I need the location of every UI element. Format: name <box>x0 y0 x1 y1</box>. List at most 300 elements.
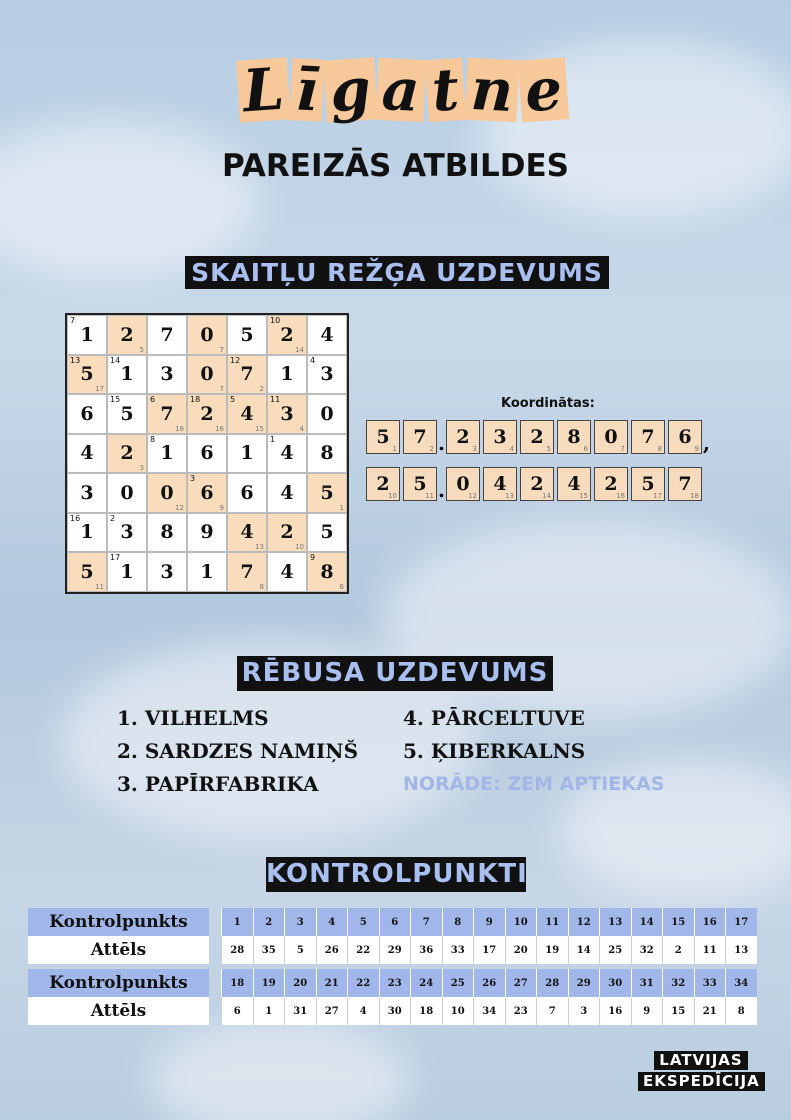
grid-cell <box>187 394 227 434</box>
checkpoint-number: 21 <box>316 969 348 997</box>
grid-cell-index: 15 <box>255 424 264 433</box>
grid-cell-index: 4 <box>299 424 304 433</box>
coordinate-digit-index: 8 <box>657 445 662 453</box>
title-letter: a <box>376 58 427 122</box>
image-number: 33 <box>442 936 474 964</box>
grid-cell <box>307 473 347 513</box>
grid-cell-value: 0 <box>160 481 174 504</box>
grid-cell <box>307 513 347 553</box>
coordinate-separator: . <box>438 431 445 455</box>
grid-cell <box>147 513 187 553</box>
coordinate-digit-index: 2 <box>429 445 434 453</box>
image-number: 10 <box>442 997 474 1025</box>
coordinate-digit: 3 <box>493 426 507 448</box>
coordinate-digit-tile <box>403 420 437 454</box>
rebus-answer: 1. VILHELMS <box>117 706 269 730</box>
spacer <box>209 908 221 936</box>
coordinate-digit-tile <box>366 467 400 501</box>
grid-cell-value: 0 <box>200 363 214 386</box>
grid-cell <box>227 513 267 553</box>
grid-cell <box>187 315 227 355</box>
checkpoint-number: 12 <box>568 908 600 936</box>
coordinate-digit-index: 6 <box>583 445 588 453</box>
grid-cell-value: 2 <box>280 521 294 544</box>
coordinate-digit-tile <box>520 420 554 454</box>
grid-cell <box>267 513 307 553</box>
grid-cell-clue-number: 15 <box>110 395 121 404</box>
grid-cell <box>147 394 187 434</box>
title-letter: ī <box>289 58 324 122</box>
grid-cell <box>67 315 107 355</box>
grid-cell <box>307 355 347 395</box>
coordinate-digit-index: 12 <box>468 492 477 500</box>
grid-cell-value: 5 <box>80 560 94 583</box>
rebus-answers-right <box>403 702 664 801</box>
image-number: 28 <box>221 936 253 964</box>
grid-cell-value: 4 <box>320 323 334 346</box>
coordinates-latitude <box>366 419 711 455</box>
row-label: Attēls <box>28 936 209 964</box>
grid-cell <box>187 355 227 395</box>
checkpoint-number: 14 <box>631 908 663 936</box>
image-number: 13 <box>725 936 757 964</box>
checkpoints-section-heading: KONTROLPUNKTI <box>266 857 526 892</box>
grid-cell-value: 4 <box>280 442 294 465</box>
rebus-section-heading: RĒBUSA UZDEVUMS <box>237 656 553 691</box>
grid-cell <box>267 434 307 474</box>
grid-cell-value: 0 <box>120 481 134 504</box>
grid-cell <box>67 513 107 553</box>
coordinate-digit-index: 17 <box>653 492 662 500</box>
coordinate-digit-tile <box>557 420 591 454</box>
coordinate-digit-index: 10 <box>388 492 397 500</box>
grid-cell <box>187 552 227 592</box>
title-letter: n <box>464 58 519 123</box>
grid-cell-clue-number: 1 <box>270 434 276 444</box>
coordinate-digit-index: 14 <box>542 492 551 500</box>
grid-cell-value: 3 <box>160 560 174 583</box>
image-number: 2 <box>662 936 694 964</box>
coordinate-digit: 2 <box>456 426 470 448</box>
grid-cell-value: 4 <box>80 442 94 465</box>
grid-cell <box>67 394 107 434</box>
grid-cell <box>267 394 307 434</box>
coordinate-digit-tile <box>557 467 591 501</box>
checkpoint-number: 18 <box>221 969 253 997</box>
grid-cell <box>307 394 347 434</box>
grid-cell-value: 6 <box>80 402 94 425</box>
grid-cell <box>187 513 227 553</box>
image-number: 11 <box>694 936 726 964</box>
grid-cell-value: 1 <box>120 560 134 583</box>
title-letter: e <box>518 57 569 122</box>
checkpoint-number: 19 <box>253 969 285 997</box>
image-number: 15 <box>662 997 694 1025</box>
coordinate-digit-index: 5 <box>546 445 551 453</box>
coordinate-digit: 7 <box>413 426 427 448</box>
checkpoint-number: 25 <box>442 969 474 997</box>
row-label: Kontrolpunkts <box>28 969 209 997</box>
grid-cell-value: 6 <box>240 481 254 504</box>
image-number: 32 <box>631 936 663 964</box>
checkpoint-number: 6 <box>379 908 411 936</box>
image-number: 9 <box>631 997 663 1025</box>
grid-cell-index: 7 <box>219 345 224 354</box>
spacer <box>209 997 221 1025</box>
grid-cell <box>67 355 107 395</box>
coordinate-digit: 0 <box>456 473 470 495</box>
grid-cell-value: 7 <box>240 363 254 386</box>
grid-cell <box>227 315 267 355</box>
coordinate-digit: 8 <box>567 426 581 448</box>
checkpoint-number: 33 <box>694 969 726 997</box>
grid-cell <box>147 315 187 355</box>
coordinate-digit: 2 <box>376 473 390 495</box>
image-number: 36 <box>410 936 442 964</box>
checkpoint-number: 23 <box>379 969 411 997</box>
grid-cell-clue-number: 11 <box>270 395 281 404</box>
row-label: Attēls <box>28 997 209 1025</box>
grid-cell-value: 5 <box>80 363 94 386</box>
image-number: 8 <box>725 997 757 1025</box>
coordinate-digit: 5 <box>413 473 427 495</box>
grid-cell <box>67 473 107 513</box>
image-number: 5 <box>284 936 316 964</box>
grid-cell-clue-number: 6 <box>150 395 156 404</box>
coordinate-digit: 7 <box>678 473 692 495</box>
coordinate-digit-tile <box>668 467 702 501</box>
grid-cell-value: 4 <box>240 402 254 425</box>
grid-cell-clue-number: 16 <box>70 513 81 523</box>
coordinate-digit: 5 <box>376 426 390 448</box>
rebus-answers-left <box>117 702 358 801</box>
grid-cell-value: 2 <box>120 323 134 346</box>
checkpoint-number: 9 <box>473 908 505 936</box>
grid-cell <box>107 434 147 474</box>
grid-cell-value: 5 <box>320 521 334 544</box>
coordinate-digit-tile <box>403 467 437 501</box>
grid-cell-value: 2 <box>200 402 214 425</box>
checkpoints-table-1 <box>28 908 757 964</box>
grid-cell-value: 4 <box>280 560 294 583</box>
image-number: 31 <box>284 997 316 1025</box>
checkpoint-number: 11 <box>536 908 568 936</box>
image-number: 3 <box>568 997 600 1025</box>
grid-cell <box>147 355 187 395</box>
grid-cell-clue-number: 8 <box>150 434 156 444</box>
grid-cell-index: 6 <box>339 582 344 591</box>
coordinate-digit: 6 <box>678 426 692 448</box>
grid-cell-index: 14 <box>295 345 304 354</box>
checkpoint-number: 16 <box>694 908 726 936</box>
coordinate-digit-tile <box>446 467 480 501</box>
grid-cell-value: 1 <box>280 363 294 386</box>
grid-cell-clue-number: 14 <box>110 355 121 365</box>
grid-cell-value: 4 <box>280 481 294 504</box>
checkpoint-number: 13 <box>599 908 631 936</box>
grid-cell-value: 8 <box>320 560 334 583</box>
coordinate-digit-index: 9 <box>694 445 699 453</box>
grid-cell-value: 3 <box>320 363 334 386</box>
grid-cell <box>227 552 267 592</box>
row-label: Kontrolpunkts <box>28 908 209 936</box>
grid-cell-value: 9 <box>200 521 214 544</box>
coordinate-digit-tile <box>520 467 554 501</box>
latvijas-ekspedicija-logo <box>638 1050 764 1092</box>
image-number-row <box>28 936 757 964</box>
grid-cell-value: 7 <box>160 402 174 425</box>
checkpoint-number: 27 <box>505 969 537 997</box>
image-number: 19 <box>536 936 568 964</box>
coordinates-longitude <box>366 466 705 502</box>
grid-cell-value: 1 <box>120 363 134 386</box>
coordinate-digit-tile <box>594 420 628 454</box>
grid-cell-value: 8 <box>320 442 334 465</box>
grid-cell-index: 16 <box>215 424 224 433</box>
grid-cell-value: 3 <box>280 402 294 425</box>
checkpoint-number: 5 <box>347 908 379 936</box>
page-title-logo <box>205 40 600 140</box>
grid-cell-clue-number: 2 <box>110 513 116 523</box>
checkpoint-number: 2 <box>253 908 285 936</box>
coordinate-digit: 7 <box>641 426 655 448</box>
checkpoint-number: 7 <box>410 908 442 936</box>
spacer <box>209 936 221 964</box>
grid-cell-value: 1 <box>80 521 94 544</box>
grid-cell <box>227 394 267 434</box>
number-grid <box>65 313 349 594</box>
rebus-answer: 4. PĀRCELTUVE <box>403 706 585 730</box>
grid-cell-value: 7 <box>160 323 174 346</box>
grid-cell <box>147 473 187 513</box>
coordinate-digit-tile <box>668 420 702 454</box>
coordinate-digit-tile <box>594 467 628 501</box>
grid-cell-value: 1 <box>160 442 174 465</box>
image-number: 14 <box>568 936 600 964</box>
grid-cell-clue-number: 5 <box>230 395 236 404</box>
image-number: 25 <box>599 936 631 964</box>
checkpoint-number: 28 <box>536 969 568 997</box>
grid-cell-index: 9 <box>219 503 224 512</box>
grid-cell-index: 8 <box>259 582 264 591</box>
checkpoint-number: 20 <box>284 969 316 997</box>
grid-cell-value: 1 <box>80 323 94 346</box>
grid-cell-clue-number: 9 <box>310 553 316 562</box>
coordinates-label: Koordinātas: <box>501 396 595 411</box>
title-letter: L <box>236 57 291 122</box>
image-number: 27 <box>316 997 348 1025</box>
grid-cell-value: 5 <box>240 323 254 346</box>
image-number: 21 <box>694 997 726 1025</box>
checkpoint-number: 32 <box>662 969 694 997</box>
grid-cell-clue-number: 18 <box>190 395 201 404</box>
grid-cell <box>107 315 147 355</box>
brand-line-2: EKSPEDĪCIJA <box>638 1072 765 1091</box>
grid-cell-value: 6 <box>200 481 214 504</box>
coordinate-digit-tile <box>631 467 665 501</box>
title-letter: g <box>323 57 378 122</box>
coordinate-separator: , <box>702 431 710 455</box>
image-number: 35 <box>253 936 285 964</box>
coordinate-separator: . <box>438 478 445 502</box>
grid-cell-clue-number: 3 <box>190 474 196 483</box>
image-number: 20 <box>505 936 537 964</box>
coordinate-digit: 2 <box>530 473 544 495</box>
grid-cell-value: 0 <box>320 402 334 425</box>
checkpoint-number: 31 <box>631 969 663 997</box>
coordinate-digit-tile <box>631 420 665 454</box>
checkpoints-table-2 <box>28 969 757 1025</box>
grid-cell-value: 6 <box>200 442 214 465</box>
checkpoint-number: 4 <box>316 908 348 936</box>
coordinate-digit-index: 18 <box>690 492 699 500</box>
cloud-decoration <box>150 1020 410 1120</box>
coordinate-digit: 4 <box>493 473 507 495</box>
image-number: 34 <box>473 997 505 1025</box>
grid-cell-index: 5 <box>139 345 144 354</box>
rebus-answer: 5. ĶIBERKALNS <box>403 739 586 763</box>
checkpoint-number: 1 <box>221 908 253 936</box>
coordinate-digit-index: 16 <box>616 492 625 500</box>
grid-cell-clue-number: 4 <box>310 355 316 365</box>
coordinate-digit: 2 <box>604 473 618 495</box>
coordinate-digit: 5 <box>641 473 655 495</box>
grid-cell-value: 2 <box>120 442 134 465</box>
grid-cell-index: 3 <box>139 464 144 472</box>
grid-cell <box>187 473 227 513</box>
grid-cell-value: 4 <box>240 521 254 544</box>
grid-cell <box>107 394 147 434</box>
coordinate-digit-index: 3 <box>472 445 477 453</box>
grid-cell-clue-number: 17 <box>110 553 121 562</box>
checkpoint-number: 8 <box>442 908 474 936</box>
rebus-answer: 2. SARDZES NAMIŅŠ <box>117 739 359 763</box>
grid-cell <box>227 355 267 395</box>
grid-cell-value: 3 <box>160 363 174 386</box>
grid-cell-index: 1 <box>339 503 344 512</box>
image-number: 30 <box>379 997 411 1025</box>
grid-cell-value: 8 <box>160 521 174 544</box>
grid-cell-clue-number: 7 <box>70 316 76 325</box>
grid-section-heading: SKAITĻU REŽĢA UZDEVUMS <box>185 256 609 289</box>
checkpoint-number: 26 <box>473 969 505 997</box>
image-number: 29 <box>379 936 411 964</box>
grid-cell <box>187 434 227 474</box>
coordinate-digit-tile <box>366 420 400 454</box>
grid-cell-value: 0 <box>200 323 214 346</box>
coordinate-digit-tile <box>483 420 517 454</box>
checkpoint-number: 10 <box>505 908 537 936</box>
grid-cell-value: 5 <box>320 481 334 504</box>
grid-cell <box>107 552 147 592</box>
coordinate-digit-tile <box>483 467 517 501</box>
checkpoint-number: 29 <box>568 969 600 997</box>
grid-cell-value: 3 <box>120 521 134 544</box>
checkpoint-number: 30 <box>599 969 631 997</box>
image-number: 22 <box>347 936 379 964</box>
image-number: 16 <box>599 997 631 1025</box>
checkpoint-number-row <box>28 908 757 936</box>
grid-cell <box>147 434 187 474</box>
grid-cell-index: 13 <box>255 543 264 551</box>
grid-cell <box>227 473 267 513</box>
rebus-answer: 3. PAPĪRFABRIKA <box>117 772 319 796</box>
coordinate-digit-index: 11 <box>425 492 434 500</box>
grid-cell-index: 7 <box>219 385 224 393</box>
coordinate-digit: 0 <box>604 426 618 448</box>
brand-line-1: LATVIJAS <box>654 1051 747 1070</box>
image-number: 26 <box>316 936 348 964</box>
grid-cell-index: 2 <box>259 385 264 393</box>
image-number: 1 <box>253 997 285 1025</box>
grid-cell-value: 5 <box>120 402 134 425</box>
grid-cell-value: 3 <box>80 481 94 504</box>
page-subtitle: PAREIZĀS ATBILDES <box>222 148 569 184</box>
image-number: 6 <box>221 997 253 1025</box>
grid-cell <box>307 315 347 355</box>
grid-cell <box>267 355 307 395</box>
grid-cell <box>107 513 147 553</box>
grid-cell <box>307 552 347 592</box>
grid-cell <box>107 473 147 513</box>
image-number: 4 <box>347 997 379 1025</box>
grid-cell <box>67 434 107 474</box>
grid-cell-clue-number: 13 <box>70 355 81 365</box>
coordinate-digit-tile <box>446 420 480 454</box>
image-number: 18 <box>410 997 442 1025</box>
grid-cell-index: 11 <box>95 582 104 591</box>
image-number: 23 <box>505 997 537 1025</box>
grid-cell-clue-number: 10 <box>270 316 281 325</box>
spacer <box>209 969 221 997</box>
checkpoint-number: 24 <box>410 969 442 997</box>
grid-cell-index: 10 <box>295 543 304 551</box>
checkpoint-number: 3 <box>284 908 316 936</box>
grid-cell <box>267 552 307 592</box>
coordinate-digit-index: 7 <box>620 445 625 453</box>
coordinate-digit-index: 1 <box>392 445 397 453</box>
image-number-row <box>28 997 757 1025</box>
coordinate-digit-index: 13 <box>505 492 514 500</box>
checkpoint-number: 17 <box>725 908 757 936</box>
grid-cell-index: 18 <box>175 424 184 433</box>
grid-cell <box>107 355 147 395</box>
grid-cell-index: 12 <box>175 503 184 512</box>
rebus-hint: NORĀDE: ZEM APTIEKAS <box>403 773 665 795</box>
title-letter: t <box>425 58 466 122</box>
grid-cell-value: 7 <box>240 560 254 583</box>
coordinate-digit-index: 4 <box>509 445 514 453</box>
coordinate-digit: 2 <box>530 426 544 448</box>
coordinate-digit-index: 15 <box>579 492 588 500</box>
grid-cell <box>267 315 307 355</box>
grid-cell-value: 1 <box>240 442 254 465</box>
grid-cell <box>227 434 267 474</box>
grid-cell <box>307 434 347 474</box>
grid-cell-clue-number: 12 <box>230 355 241 365</box>
grid-cell <box>147 552 187 592</box>
checkpoint-number: 22 <box>347 969 379 997</box>
grid-cell-value: 2 <box>280 323 294 346</box>
image-number: 7 <box>536 997 568 1025</box>
checkpoint-number: 34 <box>725 969 757 997</box>
coordinate-digit: 4 <box>567 473 581 495</box>
grid-cell-index: 17 <box>95 385 104 393</box>
grid-cell-value: 1 <box>200 560 214 583</box>
grid-cell <box>267 473 307 513</box>
image-number: 17 <box>473 936 505 964</box>
checkpoint-number-row <box>28 969 757 997</box>
